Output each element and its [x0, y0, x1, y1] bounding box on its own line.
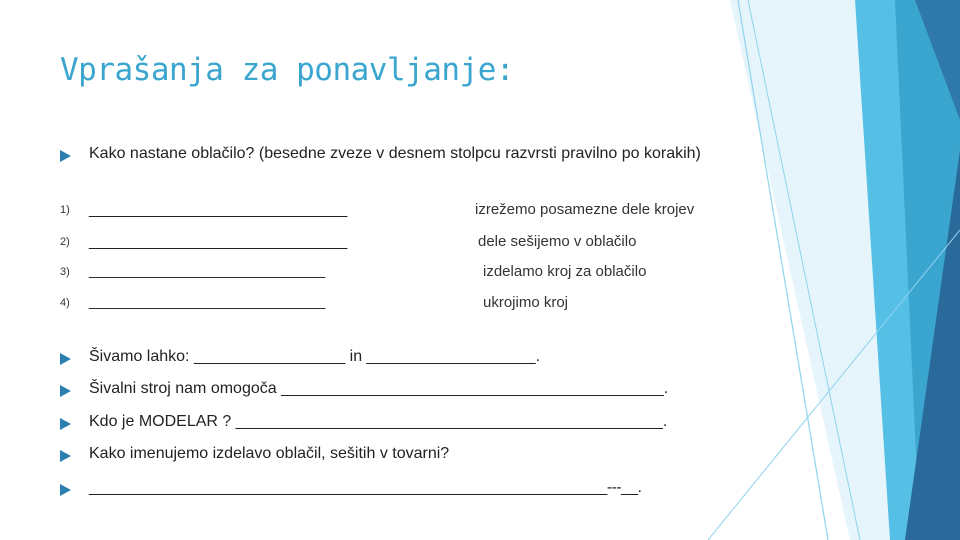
- step-blank: ______________________________: [89, 263, 326, 279]
- step-answer: ukrojimo kroj: [483, 294, 569, 311]
- step-number: 2): [60, 236, 70, 248]
- bullet-arrow-icon: [60, 385, 71, 397]
- step-blank: ______________________________: [89, 233, 347, 250]
- step-blank: ______________________________: [89, 294, 326, 310]
- step-answer: dele sešijemo v oblačilo: [478, 233, 637, 250]
- question-text: Kako imenujemo izdelavo oblačil, sešitih v tovarni?: [89, 445, 450, 462]
- answer-line: _______________________________________________________________---__.: [89, 479, 642, 496]
- step-blank: ______________________________: [89, 201, 347, 218]
- step-number: 1): [60, 204, 70, 216]
- step-number: 3): [60, 266, 70, 278]
- slide-title: Vprašanja za ponavljanje:: [60, 52, 515, 88]
- bullet-arrow-icon: [60, 418, 71, 430]
- question-text: Šivamo lahko: _________________ in ___________________.: [89, 348, 541, 365]
- question-text: Kdo je MODELAR ? ________________________________________________.: [89, 413, 668, 430]
- question-text: Šivalni stroj nam omogoča ___________________________________________.: [89, 380, 669, 397]
- bullet-arrow-icon: [60, 450, 71, 462]
- bullet-arrow-icon: [60, 484, 71, 496]
- step-number: 4): [60, 297, 70, 309]
- main-question-text: Kako nastane oblačilo? (besedne zveze v desnem stolpcu razvrsti pravilno po korakih): [89, 145, 701, 162]
- bullet-arrow-icon: [60, 353, 71, 365]
- step-answer: izdelamo kroj za oblačilo: [483, 263, 647, 280]
- step-answer: izrežemo posamezne dele krojev: [475, 201, 695, 218]
- bullet-arrow-icon: [60, 150, 71, 162]
